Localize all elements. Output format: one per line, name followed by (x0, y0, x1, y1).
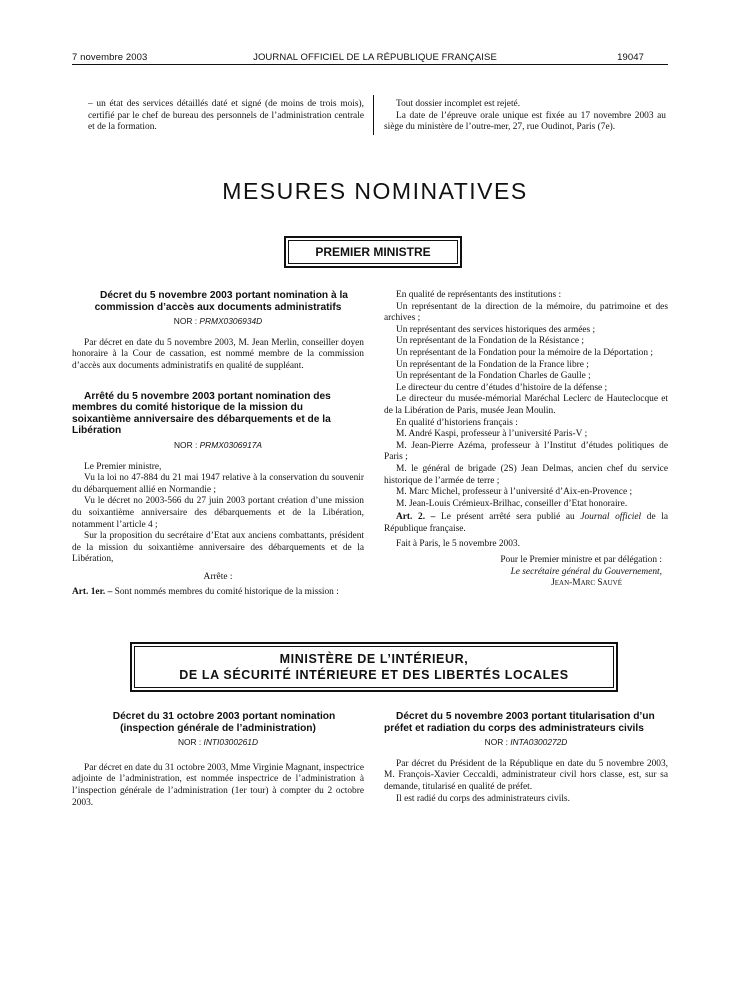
continuation-left-text: – un état des services détaillés daté et signé (de moins de trois mois), certifié par le chef de bureau des personnels de l’administration centrale et de la formation. (88, 99, 364, 133)
decret-cada-body: Par décret en date du 5 novembre 2003, M. Jean Merlin, conseiller doyen honoraire à la Cour de cassation, est nommé membre de la commission d’accès aux documents administratifs en qualité de suppléant. (72, 337, 364, 371)
decret-prefet-nor-code: INTA0300272D (510, 737, 568, 748)
arrete-sur: Sur la proposition du secrétaire d’Etat aux anciens combattants, président de la mission du soixantième anniversaire des débarquements et de la Libération, (72, 531, 364, 565)
header-rule (72, 64, 668, 65)
decret-cada-title: Décret du 5 novembre 2003 portant nomination à la commission d’accès aux documents administratifs (94, 290, 348, 313)
historiens-intro: En qualité d’historiens français : (396, 417, 518, 428)
arrete-art1-text: Sont nommés membres du comité historique de la mission : (112, 587, 339, 598)
header-page-number: 19047 (617, 52, 644, 63)
rep-item: Un représentant des services historiques des armées ; (396, 324, 596, 335)
rep-item: Un représentant de la Fondation Charles de Gaulle ; (396, 371, 591, 382)
historien-item: M. Marc Michel, professeur à l’université d’Aix-en-Provence ; (396, 487, 633, 498)
reps-intro: En qualité de représentants des institutions : (396, 290, 562, 300)
historien-item: M. Jean-Louis Crémieux-Brilhac, conseiller d’Etat honoraire. (396, 498, 628, 509)
interieur-ministry-label (134, 646, 614, 688)
arrete-comite-nor: NOR : PRMX0306917A (174, 439, 262, 450)
historien-item: M. Jean-Pierre Azéma, professeur à l’Institut d’études politiques de Paris ; (384, 440, 668, 463)
decret-igaa-title: Décret du 31 octobre 2003 portant nomination (inspection générale de l’administration) (112, 711, 336, 734)
arrete-comite-nor-code: PRMX0306917A (199, 439, 262, 450)
continuation-left (88, 99, 364, 134)
arrete-art1-label: Art. 1er. – (72, 587, 113, 598)
historien-item: M. André Kaspi, professeur à l’université Paris-V ; (396, 429, 588, 440)
arrete-fait: Fait à Paris, le 5 novembre 2003. (396, 539, 520, 550)
decret-prefet-title: Décret du 5 novembre 2003 portant titularisation d’un préfet et radiation du corps des administrateurs civils (384, 711, 655, 734)
arrete-intro: Le Premier ministre, (84, 461, 162, 472)
section-title: MESURES NOMINATIVES (222, 178, 528, 204)
pm-right-column (384, 290, 668, 590)
continuation-right-text-2: La date de l’épreuve orale unique est fixée au 17 novembre 2003 au siège du ministère de l’outre-mer, 27, rue Oudinot, Paris (7e). (384, 110, 666, 133)
journal-officiel-ref: Journal officiel (580, 512, 642, 523)
continuation-right-text-1: Tout dossier incomplet est rejeté. (396, 99, 521, 109)
signature-line-2: Le secrétaire général du Gouvernement, (510, 566, 662, 577)
interieur-box-line-2: DE LA SÉCURITÉ INTÉRIEURE ET DES LIBERTÉS LOCALES (179, 668, 569, 682)
header-date: 7 novembre 2003 (72, 52, 148, 63)
interieur-box-line-1: MINISTÈRE DE L’INTÉRIEUR, (279, 652, 469, 666)
interieur-ministry-box (130, 642, 618, 692)
pm-left-column (72, 290, 364, 599)
decret-igaa-nor: NOR : INTI0300261D (177, 737, 259, 748)
rep-item: Le directeur du centre d’études d’histoire de la défense ; (396, 382, 608, 393)
decret-cada-nor: NOR : PRMX0306934D (173, 316, 263, 327)
decret-igaa-body: Par décret en date du 31 octobre 2003, Mme Virginie Magnant, inspectrice adjointe de l’administration, est nommée inspectrice de l’administration à l’inspection générale de l’administration (1er tour) à compter du 2 octobre 2003. (72, 762, 364, 808)
header-journal-title: JOURNAL OFFICIEL DE LA RÉPUBLIQUE FRANÇAISE (253, 52, 497, 63)
signature-name: Jean-Marc Sauvé (551, 578, 622, 589)
arrete-art2-label: Art. 2. – (396, 512, 436, 523)
decret-prefet-body-2: Il est radié du corps des administrateurs civils. (396, 793, 570, 804)
interieur-right-column (384, 711, 668, 805)
arrete-art2: Art. 2. – Le présent arrêté sera publié au Journal officiel de la République française. (384, 512, 668, 534)
decret-cada-nor-code: PRMX0306934D (199, 316, 263, 327)
continuation-right (384, 99, 666, 134)
premier-ministre-box (284, 236, 462, 268)
interieur-left-column (72, 711, 364, 809)
rep-item: Un représentant de la Fondation de la Résistance ; (396, 336, 584, 347)
decret-prefet-body: Par décret du Président de la République en date du 5 novembre 2003, M. François-Xavier Ceccaldi, administrateur civil hors classe, est, sur sa demande, titularisé en qualité de préfet. (384, 758, 668, 792)
arrete-art1 (72, 587, 364, 599)
arrete-vu-2: Vu le décret no 2003-566 du 27 juin 2003 portant création d’une mission du soixantième anniversaire des débarquements et de la Libération, notamment l’article 4 ; (72, 496, 364, 530)
arrete-vu-1: Vu la loi no 47-884 du 21 mai 1947 relative à la conservation du souvenir du débarquement allié en Normandie ; (72, 473, 364, 495)
rep-item: Un représentant de la direction de la mémoire, du patrimoine et des archives ; (384, 301, 668, 324)
historien-item: M. le général de brigade (2S) Jean Delmas, ancien chef du service historique de l’armée de terre ; (384, 463, 668, 486)
arrete-comite-title: Arrêté du 5 novembre 2003 portant nomination des membres du comité historique de la mission du soixantième anniversaire des débarquements et de la Libération (72, 390, 331, 437)
signature-line-1: Pour le Premier ministre et par délégation : (500, 555, 662, 566)
rep-item: Un représentant de la Fondation pour la mémoire de la Déportation ; (396, 347, 653, 358)
column-separator (373, 95, 374, 135)
premier-ministre-label: PREMIER MINISTRE (288, 240, 458, 264)
rep-item: Le directeur du musée-mémorial Maréchal Leclerc de Hauteclocque et de la Libération de Paris, musée Jean Moulin. (384, 394, 668, 416)
rep-item: Un représentant de la Fondation de la France libre ; (396, 359, 589, 370)
decret-igaa-nor-code: INTI0300261D (203, 737, 259, 748)
decret-prefet-nor: NOR : INTA0300272D (484, 737, 568, 748)
arrete-label: Arrête : (203, 571, 233, 582)
